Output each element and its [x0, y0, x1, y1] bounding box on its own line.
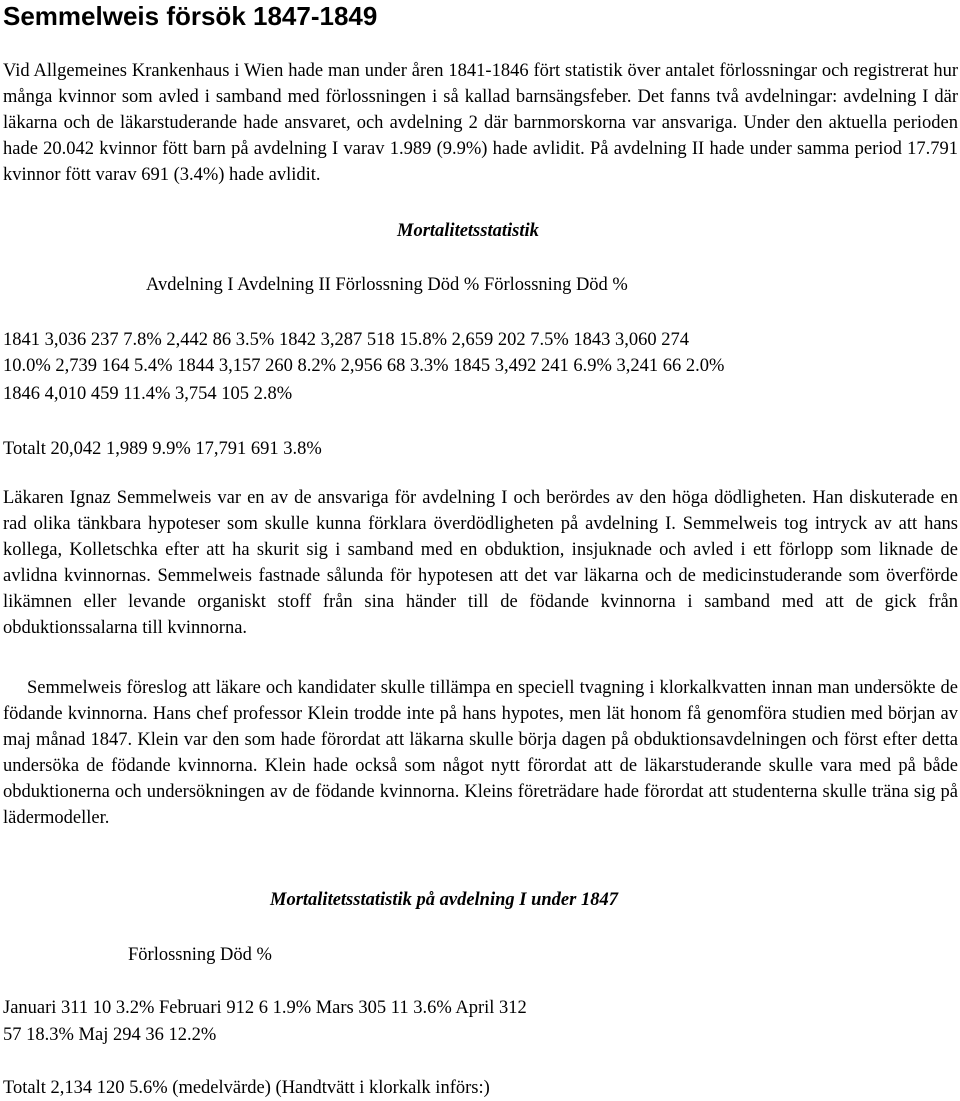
body-paragraph-2 — [3, 675, 958, 832]
table2-row: 57 18.3% Maj 294 36 12.2% — [3, 1025, 217, 1045]
table2-header-row: Förlossning Död % — [128, 945, 272, 965]
page-title: Semmelweis försök 1847-1849 — [3, 1, 378, 31]
table1-row: 1846 4,010 459 11.4% 3,754 105 2.8% — [3, 384, 293, 404]
intro-paragraph: Vid Allgemeines Krankenhaus i Wien hade man under åren 1841-1846 fört statistik över antalet förlossningar och registrerat hur många kvinnor som avled i samband med förlossningen i så kallad barnsängsfeber. Det fanns två avdelningar: avdelning I där läkarna och de läkarstuderande hade ansvaret, och avdelning 2 där barnmorskorna var ansvariga. Under den aktuella perioden hade 20.042 kvinnor fött barn på avdelning I varav 1.989 (9.9%) hade avlidit. På avdelning II hade under samma period 17.791 kvinnor fött varav 691 (3.4%) hade avlidit. — [3, 61, 958, 186]
table2-total-row: Totalt 2,134 120 5.6% (medelvärde) (Handtvätt i klorkalk införs:) — [3, 1078, 490, 1098]
table2-heading: Mortalitetsstatistik på avdelning I under 1847 — [270, 890, 618, 910]
table1-row: 1841 3,036 237 7.8% 2,442 86 3.5% 1842 3,287 518 15.8% 2,659 202 7.5% 1843 3,060 274 — [3, 330, 690, 350]
table1-total-row: Totalt 20,042 1,989 9.9% 17,791 691 3.8% — [3, 439, 322, 459]
body-paragraph-1: Läkaren Ignaz Semmelweis var en av de ansvariga för avdelning I och berördes av den höga dödligheten. Han diskuterade en rad olika tänkbara hypoteser som skulle kunna förklara överdödligheten på avdelning I. Semmelweis tog intryck av att hans kollega, Kolletschka efter att ha skurit sig i samband med en obduktion, insjuknade och avled i ett förlopp som liknade de avlidna kvinnornas. Semmelweis fastnade sålunda för hypotesen att det var läkarna och de medicinstuderande som överförde likämnen eller levande organiskt stoff från sina händer till de födande kvinnorna i samband med att de gick från obduktionssalarna till kvinnorna. — [3, 488, 958, 639]
table1-row: 10.0% 2,739 164 5.4% 1844 3,157 260 8.2% 2,956 68 3.3% 1845 3,492 241 6.9% 3,241 66 2.0% — [3, 356, 725, 376]
body-paragraph-2-text: Semmelweis föreslog att läkare och kandidater skulle tillämpa en speciell tvagning i klorkalkvatten innan man undersökte de födande kvinnorna. Hans chef professor Klein trodde inte på hans hypotes, men lät honom få genomföra studien med början av maj månad 1847. Klein var den som hade förordat att läkarna skulle börja dagen på obduktionsavdelningen och först efter detta undersöka de födande kvinnorna. Klein hade också som något nytt förordat att de läkarstuderande skulle vara med på både obduktionerna och undersökningen av de födande kvinnorna. Kleins företrädare hade förordat att studenterna skulle träna sig på lädermodeller. — [3, 678, 958, 829]
table1-header-row: Avdelning I Avdelning II Förlossning Död % Förlossning Död % — [146, 275, 628, 295]
table1-heading: Mortalitetsstatistik — [397, 221, 539, 241]
table2-row: Januari 311 10 3.2% Februari 912 6 1.9% Mars 305 11 3.6% April 312 — [3, 998, 527, 1018]
